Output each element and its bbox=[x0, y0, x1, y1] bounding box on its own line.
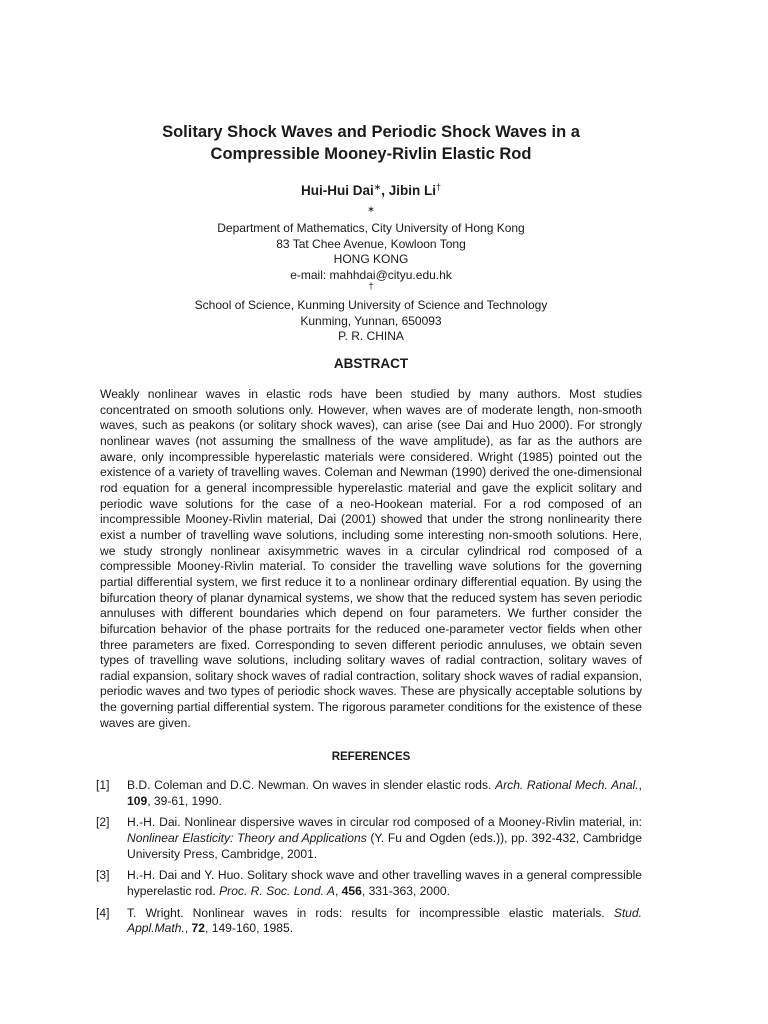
reference-text: , bbox=[334, 883, 342, 898]
reference-volume: 72 bbox=[191, 921, 205, 936]
author-separator: , bbox=[381, 183, 389, 198]
reference-text: , bbox=[638, 778, 643, 792]
reference-text: H.-H. Dai. Nonlinear dispersive waves in circular rod composed of a Mooney-Rivlin material, in: bbox=[127, 815, 642, 830]
paper-title-line-1: Solitary Shock Waves and Periodic Shock Waves in a bbox=[162, 123, 580, 141]
author-name: Jibin Li bbox=[388, 183, 437, 198]
references-heading: REFERENCES bbox=[331, 751, 411, 763]
abstract-heading: ABSTRACT bbox=[333, 356, 409, 371]
affiliation-department: Department of Mathematics, City University of Hong Kong bbox=[217, 221, 525, 236]
reference-item bbox=[96, 778, 642, 809]
reference-book-title: Nonlinear Elasticity: Theory and Applications bbox=[127, 830, 367, 845]
author-email: e-mail: mahhdai@cityu.edu.hk bbox=[290, 267, 452, 282]
reference-list bbox=[96, 778, 642, 943]
reference-text: , bbox=[184, 921, 192, 936]
reference-journal: Stud. Appl.Math. bbox=[127, 905, 642, 936]
reference-journal: Proc. R. Soc. Lond. A bbox=[219, 883, 335, 898]
reference-item bbox=[96, 906, 642, 937]
reference-number: [1] bbox=[96, 778, 110, 792]
affiliation-address: Kunming, Yunnan, 650093 bbox=[300, 313, 442, 328]
affiliation-address: 83 Tat Chee Avenue, Kowloon Tong bbox=[276, 236, 466, 251]
affiliation-department: School of Science, Kunming University of Science and Technology bbox=[194, 298, 548, 313]
reference-volume: 456 bbox=[341, 883, 362, 898]
reference-text: , 39-61, 1990. bbox=[147, 793, 222, 808]
affiliation-block bbox=[100, 206, 642, 345]
reference-number: [3] bbox=[96, 868, 110, 883]
reference-text: , 149-160, 1985. bbox=[205, 921, 294, 936]
reference-number: [2] bbox=[96, 815, 110, 830]
reference-text: H.-H. Dai and Y. Huo. Solitary shock wave and other travelling waves in a general compressible hyperelastic rod. bbox=[127, 868, 642, 898]
reference-journal: Arch. Rational Mech. Anal. bbox=[495, 778, 639, 792]
author-affiliation-mark: † bbox=[436, 182, 442, 192]
affiliation-country: HONG KONG bbox=[333, 252, 409, 267]
author-name: Hui-Hui Dai bbox=[300, 183, 374, 198]
affiliation-mark: ∗ bbox=[367, 204, 375, 214]
paper-title-line-2: Compressible Mooney-Rivlin Elastic Rod bbox=[210, 145, 532, 163]
affiliation-line bbox=[100, 206, 642, 237]
paper-title bbox=[100, 121, 642, 165]
reference-text: B.D. Coleman and D.C. Newman. On waves in slender elastic rods. bbox=[127, 778, 496, 792]
reference-text: (Y. Fu and Ogden (eds.)), pp. 392-432, Cambridge University Press, Cambridge, 2001. bbox=[127, 830, 642, 861]
affiliation-line bbox=[100, 283, 642, 314]
abstract-text: Weakly nonlinear waves in elastic rods have been studied by many authors. Most studies concentrated on smooth solutions only. However, when waves are of moderate length, non-smooth waves, such as peakons (or solitary shock waves), can arise (see Dai and Huo 2000). For strongly nonlinear waves (not assuming the smallness of the wave amplitude), as far as the authors are aware, only incompressible hyperelastic materials were considered. Wright (1985) pointed out the existence of a variety of travelling waves. Coleman and Newman (1990) derived the one-dimensional rod equation for a general incompressible hyperelastic material and gave the explicit solitary and periodic wave solutions for the case of a neo-Hookean material. For a rod composed of an incompressible Mooney-Rivlin material, Dai (2001) showed that under the strong nonlinearity there exist a number of travelling wave solutions, including some interesting non-smooth solutions. Here, we study strongly nonlinear axisymmetric waves in a circular cylindrical rod composed of a compressible Mooney-Rivlin material. To consider the travelling wave solutions for the governing partial differential system, we first reduce it to a nonlinear ordinary differential equation. By using the bifurcation theory of planar dynamical systems, we show that the reduced system has seven periodic annuluses with different boundaries which depend on four parameters. We further consider the bifurcation behavior of the phase portraits for the reduced one-parameter vector fields when other three parameters are fixed. Corresponding to seven different periodic annuluses, we obtain seven types of travelling wave solutions, including solitary waves of radial contraction, solitary waves of radial expansion, solitary shock waves of radial contraction, solitary shock waves of radial expansion, periodic waves and two types of periodic shock waves. These are physically acceptable solutions by the governing partial differential system. The rigorous parameter conditions for the existence of these waves are given. bbox=[100, 387, 642, 730]
author-list bbox=[100, 182, 642, 200]
affiliation-country: P. R. CHINA bbox=[338, 329, 404, 344]
author-affiliation-mark: ∗ bbox=[373, 182, 382, 192]
reference-number: [4] bbox=[96, 905, 110, 920]
reference-volume: 109 bbox=[127, 793, 148, 808]
affiliation-mark: † bbox=[368, 281, 374, 292]
reference-item bbox=[96, 868, 642, 899]
reference-text: , 331-363, 2000. bbox=[361, 883, 450, 898]
reference-item bbox=[96, 815, 642, 862]
reference-text: T. Wright. Nonlinear waves in rods: results for incompressible elastic materials. bbox=[127, 905, 614, 920]
